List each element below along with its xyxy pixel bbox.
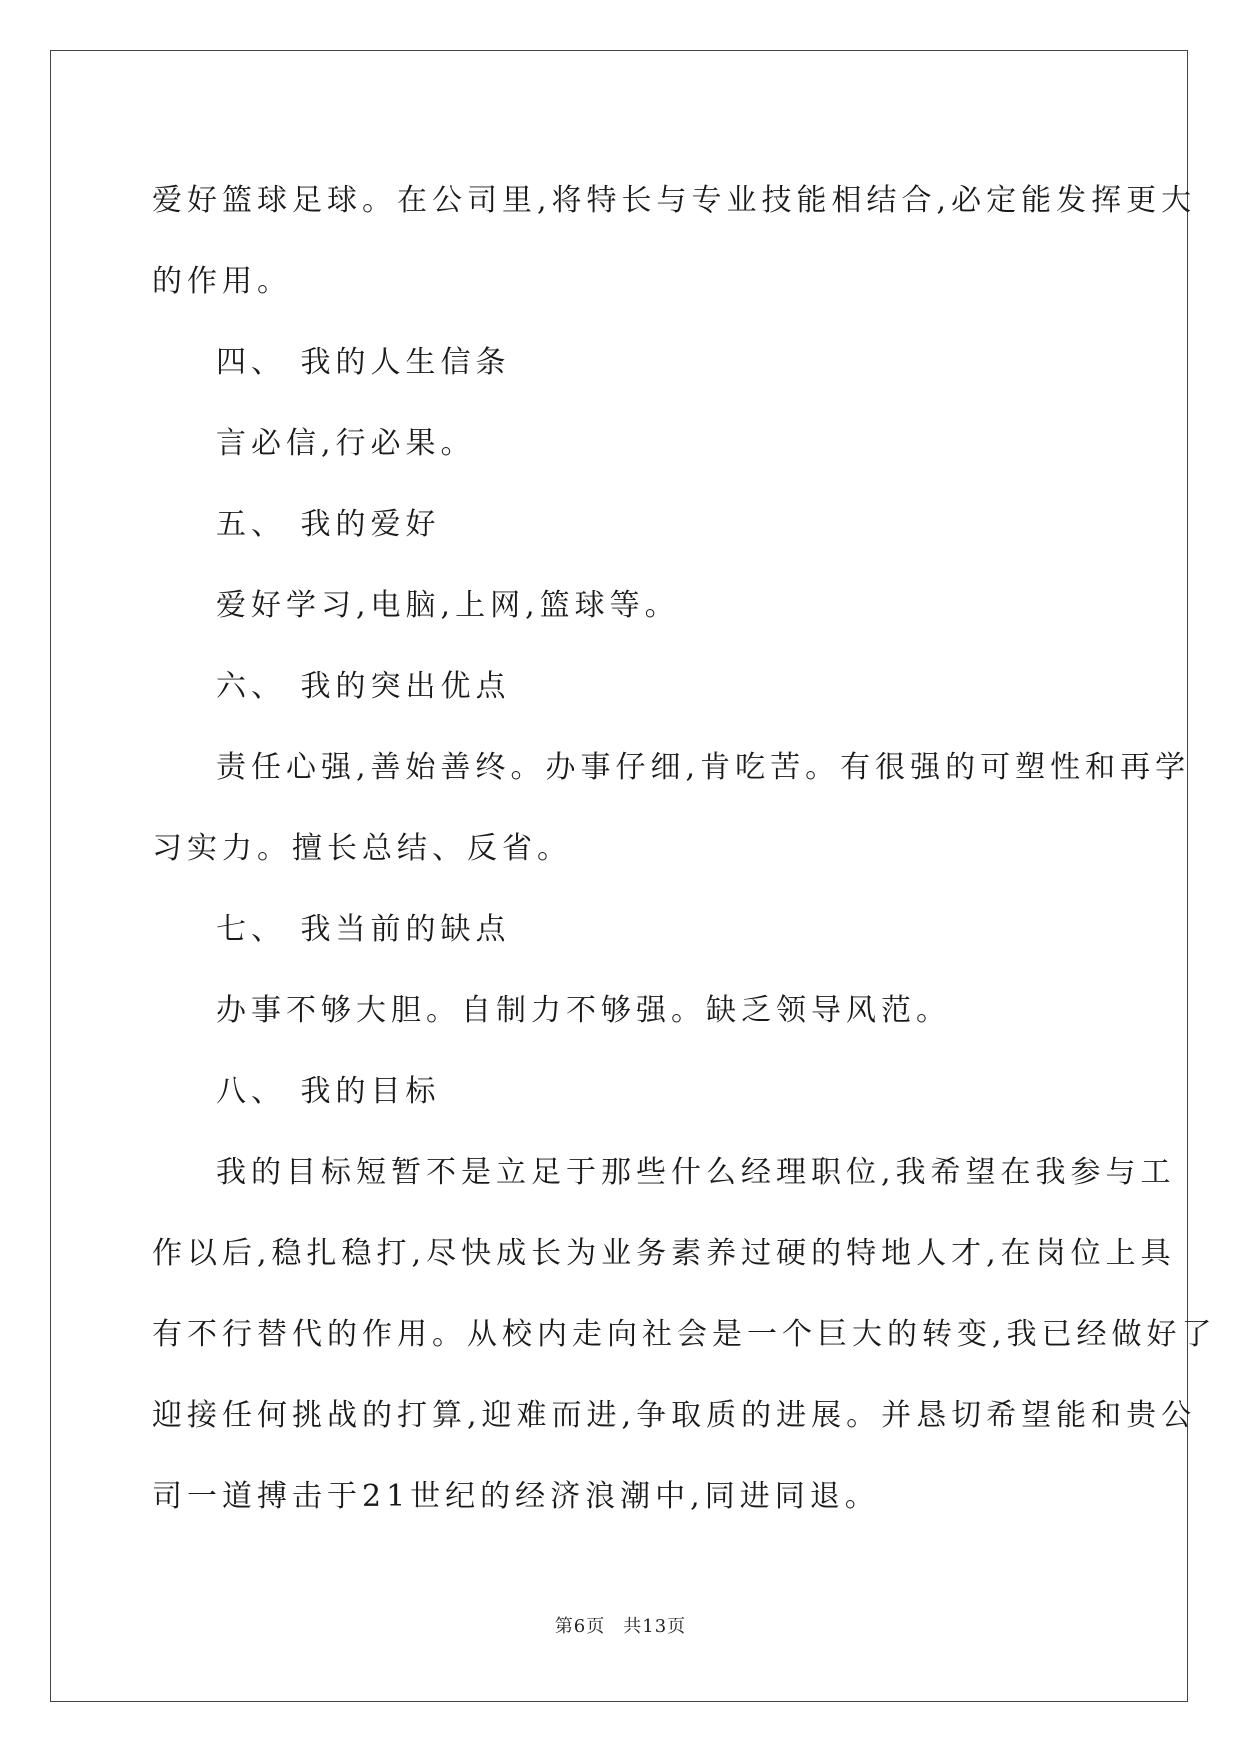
- page-footer: [0, 1612, 1241, 1638]
- paragraph-line: 办事不够大胆。自制力不够强。缺乏领导风范。: [216, 993, 951, 1028]
- paragraph-line: 爱好学习,电脑,上网,篮球等。: [216, 588, 680, 623]
- paragraph-line: 言必信,行必果。: [216, 426, 476, 461]
- paragraph-line: 习实力。擅长总结、反省。: [152, 831, 572, 866]
- page-number: 第6页: [554, 1616, 606, 1637]
- section-heading: 四、 我的人生信条: [216, 345, 511, 380]
- paragraph-line: 司一道搏击于21世纪的经济浪潮中,同进同退。: [152, 1479, 880, 1514]
- section-heading: 七、 我当前的缺点: [216, 912, 511, 947]
- section-heading: 八、 我的目标: [216, 1074, 441, 1109]
- paragraph-line: 迎接任何挑战的打算,迎难而进,争取质的进展。并恳切希望能和贵公: [152, 1398, 1197, 1433]
- section-heading: 六、 我的突出优点: [216, 669, 511, 704]
- paragraph-line: 爱好篮球足球。在公司里,将特长与专业技能相结合,必定能发挥更大: [152, 183, 1197, 218]
- paragraph-line: 的作用。: [152, 264, 292, 299]
- paragraph-line: 责任心强,善始善终。办事仔细,肯吃苦。有很强的可塑性和再学: [216, 750, 1191, 785]
- document-body: [152, 160, 1217, 1537]
- section-heading: 五、 我的爱好: [216, 507, 441, 542]
- paragraph-line: 作以后,稳扎稳打,尽快成长为业务素养过硬的特地人才,在岗位上具: [152, 1236, 1176, 1271]
- paragraph-line: 有不行替代的作用。从校内走向社会是一个巨大的转变,我已经做好了: [152, 1317, 1217, 1352]
- page-total: 共13页: [623, 1616, 687, 1637]
- paragraph-line: 我的目标短暂不是立足于那些什么经理职位,我希望在我参与工: [216, 1155, 1176, 1190]
